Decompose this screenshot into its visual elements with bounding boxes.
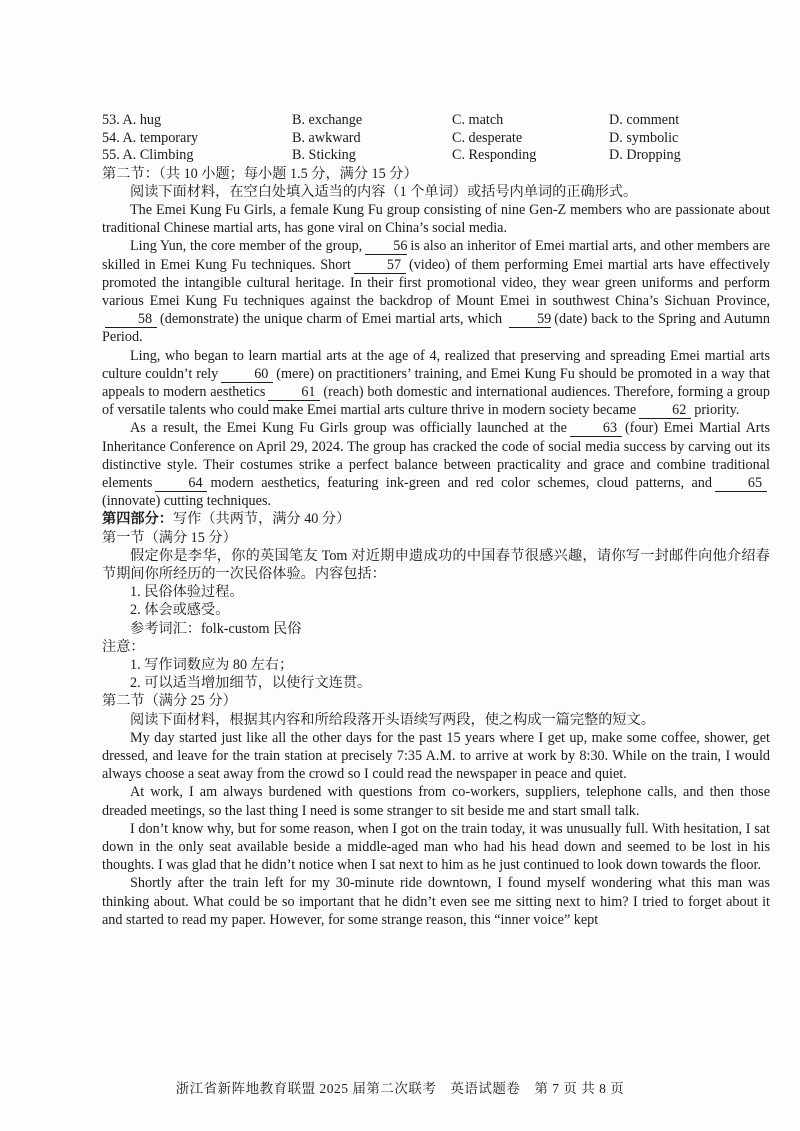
story-paragraph-3: I don’t know why, but for some reason, when I got on the train today, it was unusually full. With hesitation, I sat down in the only seat available beside a middle-aged man who had his head down and seemed to be lost in his thoughts. I was glad that he didn’t notice when I sat next to him as he just continued to look down towards the floor.	[102, 820, 770, 874]
blank-65: 65	[715, 476, 767, 492]
note-item: 2. 可以适当增加细节，以使行文连贯。	[130, 675, 372, 692]
choice-row-55	[102, 147, 770, 165]
option-b: B. Sticking	[292, 147, 356, 163]
passage-paragraph-2	[102, 237, 770, 346]
option-c: C. Responding	[452, 147, 537, 163]
text-run: (innovate) cutting techniques.	[102, 493, 272, 510]
section1-heading: 第一节（满分 15 分）	[102, 529, 237, 546]
option-a: 55. A. Climbing	[102, 147, 194, 163]
section1-prompt: 假定你是李华，你的英国笔友 Tom 对近期申遗成功的中国春节很感兴趣，请你写一封邮件向他介绍春节期间你所经历的一次民俗体验。内容包括：	[102, 547, 770, 582]
text-run: Ling Yun, the core member of the group,	[130, 238, 363, 255]
blank-56: 56	[365, 239, 407, 255]
option-d: D. symbolic	[609, 129, 679, 146]
text-run: priority.	[694, 402, 740, 419]
part4-label: 第四部分：	[102, 511, 173, 528]
choice-row-53	[102, 112, 770, 130]
blank-62: 62	[639, 403, 691, 419]
option-d: D. Dropping	[609, 147, 681, 163]
section2-heading: 第二节：（共 10 小题；每小题 1.5 分，满分 15 分）	[102, 165, 418, 182]
option-b: B. awkward	[292, 129, 361, 146]
option-b: B. exchange	[292, 112, 363, 128]
text-run: (demonstrate) the unique charm of Emei martial arts, which	[160, 311, 503, 328]
text-run: Ling, who began to learn martial arts at the age of 4, realized that preserving and spreading Emei martial arts culture couldn’t rely	[102, 347, 770, 382]
blank-57: 57	[354, 258, 406, 274]
text-run: As a result, the Emei Kung Fu Girls group was officially launched at the	[130, 420, 567, 437]
blank-63: 63	[570, 421, 622, 437]
choice-list	[102, 112, 770, 165]
option-a: 54. A. temporary	[102, 129, 199, 146]
passage-paragraph-4	[102, 419, 770, 510]
blank-64: 64	[155, 476, 207, 492]
option-d: D. comment	[609, 112, 680, 128]
text-run: modern aesthetics, featuring ink-green and red color schemes, cloud patterns, and	[210, 474, 712, 491]
passage-paragraph-1: The Emei Kung Fu Girls, a female Kung Fu group consisting of nine Gen-Z members who are passionate about traditional Chinese martial arts, has gone viral on China’s social media.	[102, 201, 770, 237]
option-c: C. desperate	[452, 129, 523, 146]
blank-60: 60	[221, 367, 273, 383]
vocab-note: 参考词汇：folk-custom 民俗	[130, 620, 302, 637]
passage-paragraph-3	[102, 347, 770, 420]
page-footer: 浙江省新阵地教育联盟 2025 届第二次联考 英语试题卷 第 7 页 共 8 页	[175, 1081, 625, 1096]
blank-61: 61	[268, 385, 320, 401]
text-run: (video) of them performing Emei martial arts have effectively promoted the intangible cultural heritage. In their first promotional video, they wear green uniforms and perform various Emei Kung Fu techniques against the backdrop of Mount Emei in southwest China’s Sichuan Province,	[102, 256, 771, 309]
text-run: (reach) both domestic and international audiences. Therefore, forming a group of versatile talents who could make Emei martial arts culture thrive in modern society became	[102, 383, 770, 419]
blank-59: 59	[509, 312, 551, 328]
part4-heading	[102, 510, 770, 528]
choice-row-54	[102, 130, 770, 148]
prompt-item: 2. 体会或感受。	[130, 602, 230, 619]
text-run: is also an inheritor of Emei martial arts, and other members are skilled in Emei Kung Fu techniques. Short	[102, 238, 770, 273]
option-a: 53. A. hug	[102, 112, 162, 128]
blank-58: 58	[105, 312, 157, 328]
prompt-item: 1. 民俗体验过程。	[130, 584, 244, 601]
story-paragraph-2: At work, I am always burdened with questions from co-workers, suppliers, telephone calls, and then those dreaded meetings, so the last thing I need is some stranger to sit beside me and start small talk.	[102, 784, 770, 819]
section2-writing-heading: 第二节（满分 25 分）	[102, 693, 237, 710]
option-c: C. match	[452, 112, 504, 128]
text-run: (four) Emei Martial Arts Inheritance Conference on April 29, 2024. The group has cracked the code of social media success by carving out its distinctive style. Their costumes strike a perfect balance between practicality and grace and combine traditional elements	[102, 420, 770, 491]
part4-title: 写作（共两节，满分 40 分）	[172, 511, 351, 528]
note-item: 1. 写作词数应为 80 左右；	[130, 656, 294, 673]
section2-instruction: 阅读下面材料，在空白处填入适当的内容（1 个单词）或括号内单词的正确形式。	[130, 183, 638, 200]
text-run: (date) back to the Spring and Autumn Period.	[102, 311, 771, 346]
story-paragraph-1: My day started just like all the other days for the past 15 years where I get up, make some coffee, shower, get dressed, and leave for the train station at precisely 7:35 A.M. to arrive at work by 8:30. While on the train, I would always choose a seat away from the crowd so I could read the newspaper in peace and quiet.	[102, 729, 770, 783]
section2-writing-instruction: 阅读下面材料，根据其内容和所给段落开头语续写两段，使之构成一篇完整的短文。	[130, 711, 655, 728]
text-run: (mere) on practitioners’ training, and Emei Kung Fu should be promoted in a way that appeals to modern aesthetics	[102, 365, 770, 400]
story-paragraph-4: Shortly after the train left for my 30-minute ride downtown, I found myself wondering what this man was thinking about. What could be so important that he didn’t even see me sitting next to him? I tried to forget about it and started to read my paper. However, for some strange reason, this “inner voice” kept	[102, 875, 770, 928]
notes-label: 注意：	[102, 638, 145, 655]
